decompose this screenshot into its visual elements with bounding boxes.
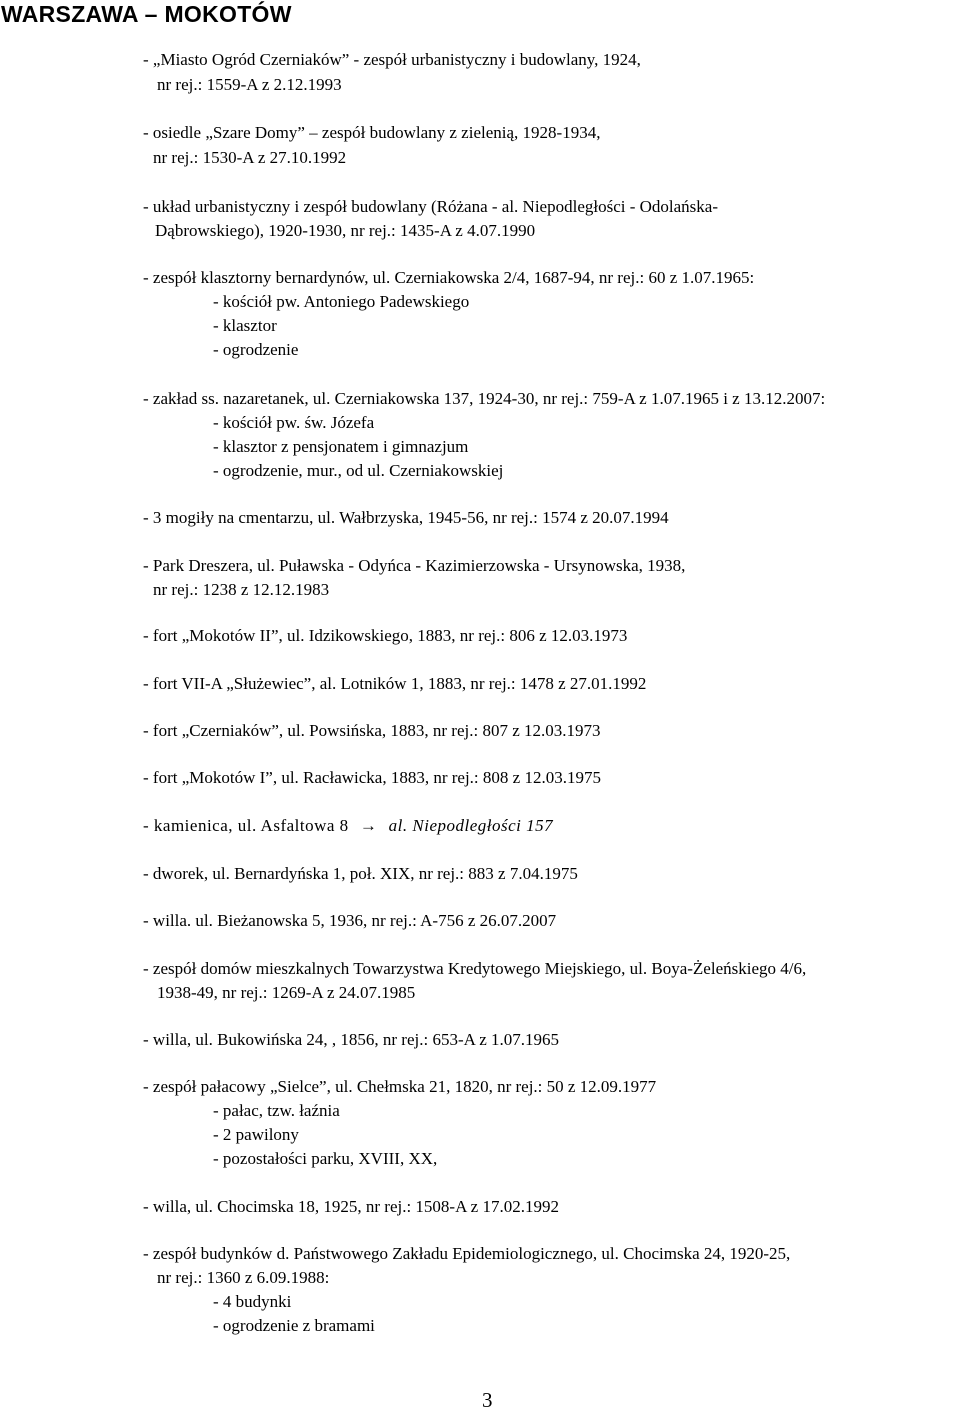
- entry-line: - kościół pw. Antoniego Padewskiego: [213, 292, 470, 311]
- entry-line: Dąbrowskiego), 1920-1930, nr rej.: 1435-A z 4.07.1990: [155, 221, 536, 240]
- entry-line: nr rej.: 1360 z 6.09.1988:: [157, 1268, 330, 1287]
- entry-line: - willa. ul. Bieżanowska 5, 1936, nr rej.: A-756 z 26.07.2007: [143, 911, 557, 930]
- entry-line: - klasztor z pensjonatem i gimnazjum: [213, 437, 469, 456]
- entry-line: - zakład ss. nazaretanek, ul. Czerniakowska 137, 1924-30, nr rej.: 759-A z 1.07.1965 i z 13.12.2007:: [143, 389, 826, 408]
- kamienica-suffix: al. Niepodległości 157: [388, 816, 554, 835]
- entry-line: - dworek, ul. Bernardyńska 1, poł. XIX, nr rej.: 883 z 7.04.1975: [143, 864, 578, 883]
- entry-line: - zespół budynków d. Państwowego Zakładu Epidemiologicznego, ul. Chocimska 24, 1920-25,: [143, 1244, 791, 1263]
- entry-line: - 3 mogiły na cmentarzu, ul. Wałbrzyska, 1945-56, nr rej.: 1574 z 20.07.1994: [143, 508, 669, 527]
- entry-line: - klasztor: [213, 316, 277, 335]
- kamienica-prefix: - kamienica, ul. Asfaltowa 8: [143, 816, 349, 835]
- entry-line: - 4 budynki: [213, 1292, 292, 1311]
- entry-line: - kościół pw. św. Józefa: [213, 413, 375, 432]
- entry-line: - pałac, tzw. łaźnia: [213, 1101, 340, 1120]
- entry-line: - „Miasto Ogród Czerniaków” - zespół urbanistyczny i budowlany, 1924,: [143, 50, 641, 69]
- entry-line: nr rej.: 1559-A z 2.12.1993: [157, 75, 342, 94]
- entry-line: - fort „Mokotów I”, ul. Racławicka, 1883, nr rej.: 808 z 12.03.1975: [143, 768, 601, 787]
- page-title: WARSZAWA – MOKOTÓW: [1, 1, 292, 27]
- entry-line: - zespół klasztorny bernardynów, ul. Czerniakowska 2/4, 1687-94, nr rej.: 60 z 1.07.1965:: [143, 268, 755, 287]
- entry-line: - osiedle „Szare Domy” – zespół budowlany z zielenią, 1928-1934,: [143, 123, 601, 142]
- entry-line: - willa, ul. Bukowińska 24, , 1856, nr rej.: 653-A z 1.07.1965: [143, 1030, 559, 1049]
- entry-line: - układ urbanistyczny i zespół budowlany (Różana - al. Niepodległości - Odolańska-: [143, 197, 719, 216]
- page-number: 3: [482, 1388, 493, 1412]
- entry-line: - fort VII-A „Służewiec”, al. Lotników 1, 1883, nr rej.: 1478 z 27.01.1992: [143, 674, 647, 693]
- arrow-right-icon: →: [359, 816, 378, 835]
- entry-line: nr rej.: 1238 z 12.12.1983: [153, 580, 330, 599]
- entry-line: - fort „Mokotów II”, ul. Idzikowskiego, 1883, nr rej.: 806 z 12.03.1973: [143, 626, 628, 645]
- entry-line: - zespół domów mieszkalnych Towarzystwa Kredytowego Miejskiego, ul. Boya-Żeleńskiego 4/6,: [143, 959, 807, 978]
- entry-line: [143, 816, 553, 836]
- entry-line: - fort „Czerniaków”, ul. Powsińska, 1883, nr rej.: 807 z 12.03.1973: [143, 721, 601, 740]
- entry-line: - pozostałości parku, XVIII, XX,: [213, 1149, 438, 1168]
- entry-line: - zespół pałacowy „Sielce”, ul. Chełmska 21, 1820, nr rej.: 50 z 12.09.1977: [143, 1077, 657, 1096]
- entry-line: nr rej.: 1530-A z 27.10.1992: [153, 148, 347, 167]
- entry-line: - ogrodzenie: [213, 340, 299, 359]
- entry-line: - ogrodzenie, mur., od ul. Czerniakowskiej: [213, 461, 504, 480]
- entry-line: - willa, ul. Chocimska 18, 1925, nr rej.: 1508-A z 17.02.1992: [143, 1197, 559, 1216]
- entry-line: - Park Dreszera, ul. Puławska - Odyńca - Kazimierzowska - Ursynowska, 1938,: [143, 556, 686, 575]
- entry-line: - ogrodzenie z bramami: [213, 1316, 375, 1335]
- entry-line: 1938-49, nr rej.: 1269-A z 24.07.1985: [157, 983, 416, 1002]
- entry-line: - 2 pawilony: [213, 1125, 299, 1144]
